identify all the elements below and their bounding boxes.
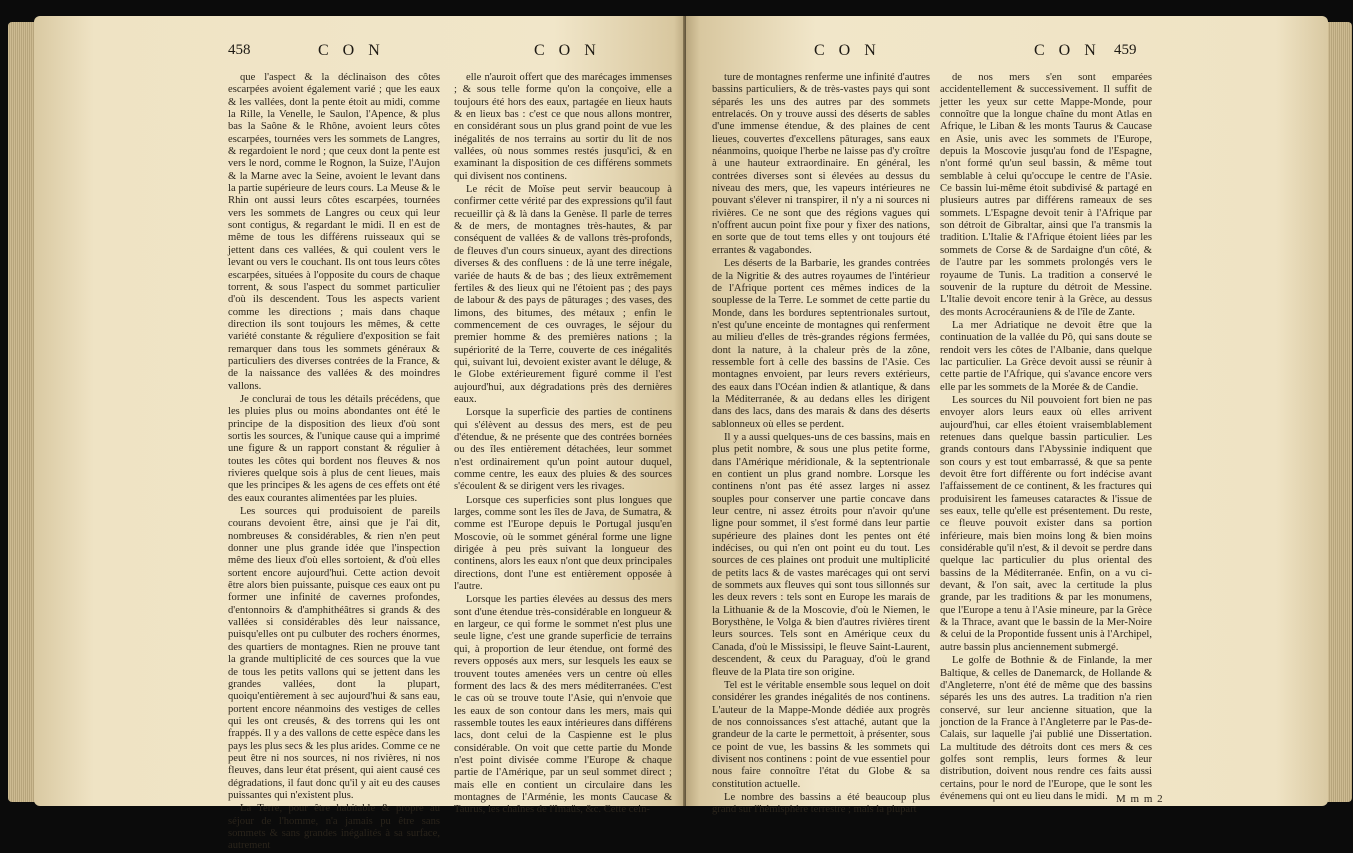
paragraph: Je conclurai de tous les détails précédens, que les pluies plus ou moins abondantes ont été le principe de la disposition des lieux d'où sont sortis les sources, & l'unique cause qui a imprimé une figure & un rapport constant & régulier à toutes les côtes qui bordent nos fleuves & nos rivieres quelque sois à plus de cent lieues, mais que les principes & les agens de ces effets ont été des eaux courantes alimentées par les pluies.	[228, 393, 440, 504]
paragraph: elle n'auroit offert que des marécages immenses ; & sous telle forme qu'on la conçoive, elle a toujours été hors des eaux, partagée en lieux hauts & en lieux bas : c'est ce que nous allons montrer, en considérant sous un plus grand point de vue les inégalités de nos terrains au sortir du lit de nos vallées, où nous sommes restés jusqu'ici, & en examinant la disposition de ces différens sommets qui divisent nos continens.	[454, 72, 672, 182]
paragraph: de nos mers s'en sont emparées accidentellement & successivement. Il suffit de jetter les yeux sur cette Mappe-Monde, pour connoître que la longue chaîne du mont Atlas en Afrique, le Liban & les monts Taurus & Caucase en Asie, unis avec les sommets de l'Europe, depuis la Moscovie jusqu'au fond de l'Espagne, n'ont formé qu'un seul bassin, & même tout semblable à celui qu'occupe le centre de l'Asie. Ce bassin lui-même étoit subdivisé & partagé en plusieurs autres par différens rameaux de ses sommets. L'Espagne devoit tenir à l'Afrique par son détroit de Gibraltar, ainsi que l'a transmis la tradition. L'Italie & l'Afrique étoient liées par les sommets de Corse & de Sardaigne d'un côté, & de l'autre par les sommets prolongés vers le royaume de Tunis. La tradition a conservé le souvenir de la rupture du détroit de Messine. L'Italie devoit encore tenir à la Grèce, au dessus des monts Acrocérauniens & de l'île de Zante.	[940, 72, 1152, 318]
left-header-col2: C O N	[534, 42, 601, 59]
left-page-number: 458	[228, 42, 251, 58]
right-page-number: 459	[1114, 42, 1137, 58]
paragraph: Lorsque la superficie des parties de continens qui s'élèvent au dessus des mers, est de peu d'étendue, & ne présente que des contrées bornées ou des îles entièrement détachées, leur sommet n'est ordinairement qu'un point autour duquel, comme centre, les eaux des pluies & des sources s'écoulent & se dirigent vers les rivages.	[454, 407, 672, 493]
paragraph: Les déserts de la Barbarie, les grandes contrées de la Nigritie & des autres royaumes de l'intérieur de l'Afrique portent ces mêmes indices de la souplesse de la Terre. Le sommet de cette partie du Monde, dans les bordures septentrionales surtout, n'est qu'une enceinte de montagnes qui renferment au milieu d'elles de très-grandes régions fermées, dont la nature, à la chaleur près de la zône, ressemble fort à celle des bassins de l'Asie. Ces montagnes envoient, par leurs revers extérieurs, des eaux dans l'Océan indien & atlantique, & dans la Méditerranée, & au dedans elles les dirigent dans des lacs, dans des marais & dans des déserts sablonneux où elles se perdent.	[712, 258, 930, 430]
paragraph: La Terre, pour être habitable & propre au séjour de l'homme, n'a jamais pu être sans sommets & sans grandes inégalités à sa surface, autrement	[228, 803, 440, 852]
signature-mark: M m m 2	[1116, 793, 1164, 805]
left-header-col1: C O N	[318, 42, 385, 59]
paragraph: Le nombre des bassins a été beaucoup plus grand sur l'hémisphère terrestre ; mais la plupart	[712, 791, 930, 816]
left-page	[34, 16, 686, 852]
paragraph: Tel est le véritable ensemble sous lequel on doit considérer les grandes inégalités de nos continens. L'auteur de la Mappe-Monde dédiée aux progrès de nos connoissances s'est attaché, autant que la grandeur de la carte le permettoit, à présenter, sous ce point de vue, les bassins & les sommets qui divisent nos continens : point de vue essentiel pour nous faire connoître l'état du Globe & sa constitution actuelle.	[712, 679, 930, 790]
left-column-1	[228, 72, 440, 852]
paragraph: La mer Adriatique ne devoit être que la continuation de la vallée du Pô, qui sans doute se rendoit vers les côtes de l'Albanie, dans quelque lac particulier. La Grèce devoit aussi se réunir à cette partie de l'Afrique, qui s'avance encore vers elle par les sommets de la Morée & de Candie.	[940, 319, 1152, 393]
right-page	[686, 16, 1328, 816]
right-header-col1: C O N	[814, 42, 881, 59]
paragraph: Les sources du Nil pouvoient fort bien ne pas envoyer alors leurs eaux où elles arrivent aujourd'hui, car elles étoient vraisemblablement retenues dans quelque bassin particulier. Les grands contours dans l'Abyssinie indiquent que son cours y est tout embarrassé, & que sa pente devoit être fort différente ou fort indécise avant l'affaissement de ce continent, & les fractures qui produisirent les fameuses cataractes & l'issue de ses eaux, telle qu'elle est présentement. Du reste, ce fleuve pouvoit exister dans sa portion inférieure, mais bien moins long & bien moins considérable qu'il n'est, & il devoit se perdre dans quelque lac particulier du plus oriental des bassins de la Méditerranée. Enfin, on a vu ci-devant, & l'on sait, avec la certitude la plus grande, par les traditions & par les monumens, que l'Europe a tenu à l'Asie mineure, par la Grèce & la Thrace, avant que le bassin de la Mer-Noire & celui de la Propontide fussent unis à l'Archipel, autre bassin plus anciennement submergé.	[940, 394, 1152, 653]
right-header-col2: C O N	[1034, 42, 1101, 59]
paragraph: ture de montagnes renferme une infinité d'autres bassins particuliers, & de très-vastes pays qui sont séparés les uns des autres par des sommets entrelacés. On y trouve aussi des déserts de sables d'une immense étendue, & des plaines de cent lieues, couvertes d'excellens pâturages, sans eaux néanmoins, quoique l'herbe ne laisse pas d'y croître à une hauteur extraordinaire. En général, les contrées diverses sont si élevées au dessus du niveau des mers, que, les vapeurs intérieures ne pouvant s'élever ni transpirer, il n'y a ni sources ni rivières. Ce ne sont que des régions vagues qui n'offrent aucun point fixe pour y fixer des nations, en sorte que de tout tems elles y ont toujours été errantes & vagabondes.	[712, 72, 930, 256]
paragraph: Lorsque les parties élevées au dessus des mers sont d'une étendue très-considérable en longueur & en largeur, ce qui forme le sommet n'est plus une seule ligne, c'est une grande superficie de terrains qui, à proportion de leur étendue, ont formé des revers opposés aux mers, sur lesquels les eaux se trouvent toutes amenées vers un centre où elles forment des lacs & des mers méditerranées. C'est le cas où se trouve toute l'Asie, qui n'envoie que les eaux de son contour dans les mers, mais qui rassemble toutes les eaux intérieures dans différens lacs, dont celui de la Caspienne est le plus considérable. On voit que cette partie du Monde n'est point divisée comme l'Europe & chaque partie de l'Amérique, par un seul sommet direct ; mais elle en contient un circulaire dans les montagnes de l'Arménie, les monts Caucase & Taurus, les chaînes de l'Imaüs, &c. Cette cein-	[454, 594, 672, 816]
right-column-1	[712, 72, 930, 816]
paragraph: Lorsque ces superficies sont plus longues que larges, comme sont les îles de Java, de Sumatra, & comme est l'Europe depuis le Portugal jusqu'en Moscovie, où le sommet général forme une ligne dirigée à peu près suivant la longueur des continens, alors les eaux n'ont que deux principales directions, dont l'une est entièrement opposée à l'autre.	[454, 494, 672, 593]
paragraph: Il y a aussi quelques-uns de ces bassins, mais en plus petit nombre, & sous une plus petite forme, dans l'Amérique méridionale, & la septentrionale en contient un plus grand nombre. Lorsque les continens n'ont pas été assez larges ni assez souples pour conserver une partie concave dans leur centre, ni assez étroits pour n'avoir qu'une ligne pour sommet, il s'est formé dans leur partie supérieure des plaines dont les pentes ont été indécises, ou qui n'en ont point eu du tout. Les sources de ces plaines ont produit une multiplicité de petits lacs & de vastes marécages qui ont servi de sommets aux fleuves qui sont tous sillonnés sur les deux revers : tels sont en Europe les marais de la Lithuanie & de la Moscovie, d'où le Niemen, le Borysthène, le Volga & bien d'autres rivières tirent leurs sources. Tels sont en Amérique ceux du Canada, d'où le Mississipi, le fleuve Saint-Laurent, descendent, & ceux du Paraguay, d'où le grand fleuve de la Plata tire son origine.	[712, 431, 930, 678]
paragraph: Le golfe de Bothnie & de Finlande, la mer Baltique, & celles de Danemarck, de Hollande & d'Angleterre, n'ont été de même que des bassins séparés les uns des autres. La tradition n'a rien conservé, sur leur ancienne situation, que la jonction de la France à l'Angleterre par le Pas-de-Calais, sur laquelle j'ai publié une Dissertation. La multitude des détroits dont ces mers & ces golfes sont remplis, leurs formes & leur distribution, doivent nous rendre ces faits aussi certains, pour le nord de l'Europe, que le sont les événemens qui ont eu lieu dans le midi.	[940, 655, 1152, 802]
left-column-2	[454, 72, 672, 816]
paragraph: Les sources qui produisoient de pareils courans devoient être, ainsi que je l'ai dit, nombreuses & considérables, & rien n'en peut donner une plus grande idée que l'inspection même des lieux d'où elles sortoient, & d'où elles sortent encore aujourd'hui. Cette action devoit être alors bien puissante, puisque ces eaux ont pu former une infinité de cavernes profondes, d'entonnoirs & d'amphithéâtres si grands & des vallées si considérables dès leur naissance, puisqu'elles ont pu culbuter des rochers énormes, des quartiers de montagnes. Rien ne prouve tant la grande multiplicité de ces sources que la vue de tous les petits vallons qui se jettent dans les grandes vallées, dont la plupart, quoiqu'entièrement à sec aujourd'hui & sans eau, portent encore néanmoins des vestiges de celles qui les ont creusés, & des torrens qui les ont frappés. Il y a des vallons de cette espèce dans les pays les plus secs & les plus arides. Comme ce ne peut être ni nos sources, ni nos rivières, ni nos fleuves, dans leur état présent, qui aient causé ces dégradations, il faut donc qu'il y ait eu des causes puissantes qui n'existent plus.	[228, 506, 440, 801]
paragraph: que l'aspect & la déclinaison des côtes escarpées avoient également varié ; que les eaux & les vallées, dont la pente étoit au midi, comme la Rille, la Venelle, le Saulon, l'Apence, & plus bas la Saône & le Rhône, avoient leurs côtes escarpées, tournées vers les sommets de Langres, & regardoient le nord ; que ceux dont la pente est vers le nord, comme le Rognon, la Suize, l'Aujon & la Marne avec la Seine, avoient le levant dans la partie supérieure de leurs cours. La Meuse & le Rhin ont aussi leurs côtes escarpées, tournées vers les sommets de Langres ou ceux qui leur sont contigus, & regardant le midi. Il en est de même de tous les différens ruisseaux qui se jettent dans ces vallées, & qui coulent vers le levant ou vers le couchant. Ils ont tous leurs côtes escarpées, situées à l'opposite du cours de chaque torrent, & sous l'aspect du sommet particulier d'où ils descendent. Tous les aspects varient comme les directions ; mais dans chaque direction ils sont toujours les mêmes, & cette variété constante & réguliere d'exposition se fait remarquer dans tous les sommets généraux & particuliers des diverses contrées de la France, & de la naissance des vallées & des moindres vallons.	[228, 72, 440, 392]
paragraph: Le récit de Moïse peut servir beaucoup à confirmer cette vérité par des expressions qu'il faut recueillir çà & là dans la Genèse. Il parle de terres & de mers, de montagnes très-hautes, & par conséquent de vallées & de vallons très-profonds, de fleuves d'un cours sinueux, ayant des directions diverses & des confluens : de là une terre inégale, variée de hauts & de bas ; des lieux extrêmement fertiles & des lieux qui ne l'étoient pas ; des pays de labour & des pays de pâturages ; des vases, des limons, des bitumes, des métaux ; enfin le commencement de ces ouvrages, le séjour du premier homme & des premières nations ; la supériorité de la Terre, couverte de ces inégalités qui, suivant lui, devoient exister avant le déluge, & le Globe extérieurement figuré comme il l'est aujourd'hui, aux dégradations près des dernières eaux.	[454, 184, 672, 405]
